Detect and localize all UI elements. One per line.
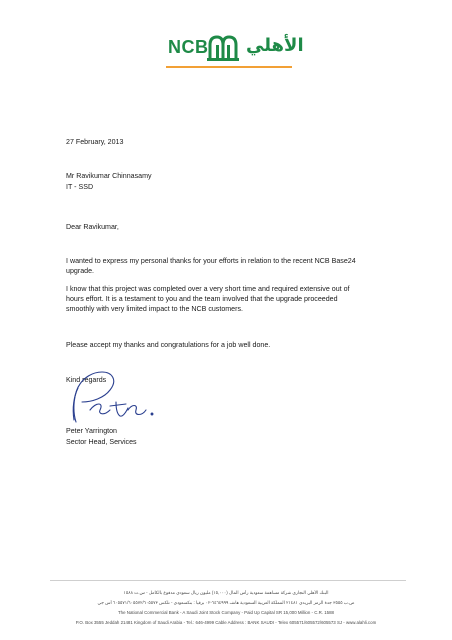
signer-title: Sector Head, Services: [66, 438, 137, 446]
ncb-logo: [168, 30, 304, 64]
salutation: Dear Ravikumar,: [66, 223, 119, 231]
paragraph-3: [66, 340, 366, 350]
paragraph-1-line: I wanted to express my personal thanks for your efforts in relation to the recent NCB Base24: [66, 257, 356, 265]
footer-english-line-2: P.O. Box 3555 Jeddah 21481 Kingdom of Saudi Arabia - Tel.: 646-4999 Cable Address : BANK SAUDI - Telex 605571/605572/605573 SJ - www.alahli.com: [75, 620, 377, 625]
footer-english-line-1: The National Commercial Bank - A Saudi Joint Stock Company - Paid Up Capital SR 15,000 Million - C.R. 1588: [118, 610, 334, 615]
recipient-department: IT - SSD: [66, 183, 94, 191]
paragraph-2-line: hours effort. It is a testament to you and the team involved that the upgrade proceeded: [66, 295, 338, 304]
paragraph-1: [66, 256, 366, 276]
letter-date: 27 February, 2013: [66, 138, 124, 146]
recipient-name: Mr Ravikumar Chinnasamy: [66, 172, 152, 180]
paragraph-2-line: I know that this project was completed over a very short time and required extensive out of: [66, 285, 350, 293]
paragraph-3-line: Please accept my thanks and congratulations for a job well done.: [66, 341, 271, 349]
logo-latin-text: NCB: [168, 37, 209, 57]
paragraph-2-line: smoothly with very limited impact to the NCB customers.: [66, 305, 244, 314]
paragraph-2: [66, 284, 366, 315]
closing: Kind regards: [66, 376, 107, 384]
footer-arabic-line-2: ص.ب ٣٥٥٥ جدة الرمز البريدي ٢١٤٨١ المملكة العربية السعودية هاتف ٦٤٦٤٩٩٩-٠٢ برقيا : بنكسعودي - تلكس ٦٠٥٥٧١/٦٠٥٥٧٢/٦٠٥٥٧٣ أس جي: [97, 600, 355, 605]
logo-arabic-text: الأهلي: [246, 35, 304, 55]
footer-divider: [50, 580, 406, 581]
signer-name: Peter Yarrington: [66, 427, 117, 435]
footer-arabic-line-1: البنك الأهلي التجاري شركة مساهمة سعودية رأس المال (١٥,٠٠٠) مليون ريال سعودي مدفوع بالكامل - س.ت ١٥٨٨: [123, 590, 329, 595]
arch-emblem-icon: [206, 33, 240, 61]
paragraph-1-line: upgrade.: [66, 267, 95, 276]
letterhead-accent-rule: [166, 66, 292, 68]
handwritten-signature: [62, 362, 162, 430]
